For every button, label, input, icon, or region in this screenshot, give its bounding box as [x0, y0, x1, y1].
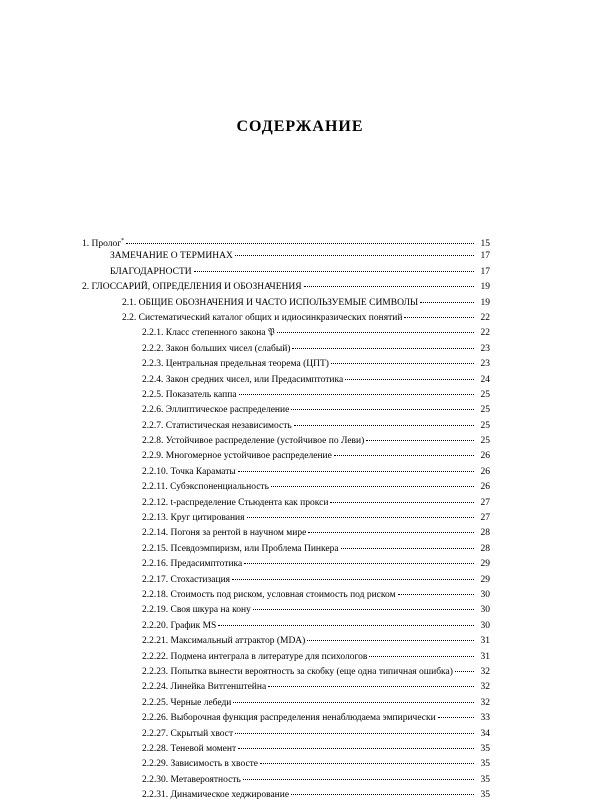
toc-entry-title: 2.2.4. Закон средних чисел, или Предасимптотика: [142, 374, 344, 385]
dot-leader: [404, 317, 474, 318]
toc-entry-page-number: 35: [480, 743, 490, 754]
toc-entry-page-number: 17: [480, 266, 490, 277]
toc-entry-page-number: 23: [480, 359, 490, 370]
dot-leader: [244, 563, 474, 564]
toc-entry[interactable]: [82, 403, 490, 418]
toc-entry-page-number: 29: [480, 559, 490, 570]
toc-entry[interactable]: [82, 465, 490, 480]
toc-entry-page-number: 28: [480, 543, 490, 554]
toc-entry-page-number: 22: [480, 328, 490, 339]
toc-entry-page-number: 26: [480, 451, 490, 462]
toc-entry-page-number: 32: [480, 697, 490, 708]
toc-entry[interactable]: [82, 788, 490, 803]
toc-entry-page-number: 27: [480, 497, 490, 508]
toc-entry-title: 1. Пролог*: [82, 238, 125, 250]
dot-leader: [291, 794, 474, 795]
dot-leader: [292, 348, 474, 349]
dot-leader: [277, 332, 474, 333]
dot-leader: [341, 548, 474, 549]
toc-entry-title: 2.2.24. Линейка Витгенштейна: [142, 682, 267, 693]
toc-entry[interactable]: [82, 434, 490, 449]
toc-entry[interactable]: [82, 727, 490, 742]
toc-entry[interactable]: [82, 650, 490, 665]
toc-entry-page-number: 19: [480, 282, 490, 293]
toc-entry[interactable]: [82, 757, 490, 772]
dot-leader: [238, 748, 474, 749]
toc-entry-title: 2.2.28. Теневой момент: [142, 743, 237, 754]
footnote-marker: *: [121, 238, 125, 244]
toc-entry-title: БЛАГОДАРНОСТИ: [110, 266, 192, 277]
toc-entry-title: 2.2.5. Показатель каппа: [142, 389, 237, 400]
dot-leader: [271, 486, 474, 487]
toc-entry-page-number: 25: [480, 420, 490, 431]
dot-leader: [291, 409, 474, 410]
dot-leader: [260, 763, 474, 764]
toc-entry-page-number: 30: [480, 589, 490, 600]
toc-entry-page-number: 24: [480, 374, 490, 385]
dot-leader: [366, 440, 474, 441]
toc-entry[interactable]: [82, 665, 490, 680]
toc-entry[interactable]: [82, 557, 490, 572]
toc-entry[interactable]: [82, 449, 490, 464]
toc-entry-title: 2.2.26. Выборочная функция распределения ненаблюдаема эмпирически: [142, 713, 436, 724]
toc-entry-page-number: 22: [480, 312, 490, 323]
toc-entry[interactable]: [82, 249, 490, 264]
toc-entry-title: 2.2.20. График MS: [142, 620, 217, 631]
dot-leader: [304, 286, 474, 287]
toc-entry-title: 2.2.6. Эллиптическое распределение: [142, 405, 290, 416]
toc-entry-title: 2.2.22. Подмена интеграла в литературе для психологов: [142, 651, 368, 662]
toc-entry-page-number: 17: [480, 251, 490, 262]
dot-leader: [345, 379, 474, 380]
page-title: СОДЕРЖАНИЕ: [236, 118, 364, 135]
toc-entry-title: 2.2.19. Своя шкура на кону: [142, 605, 251, 616]
toc-entry-page-number: 25: [480, 389, 490, 400]
toc-entry-page-number: 26: [480, 466, 490, 477]
toc-entry-page-number: 15: [480, 239, 490, 250]
toc-entry[interactable]: [82, 573, 490, 588]
toc-entry-title: 2.2.29. Зависимость в хвосте: [142, 759, 259, 770]
toc-entry-title: 2.2.11. Субэкспоненциальность: [142, 482, 269, 493]
toc-entry-page-number: 32: [480, 682, 490, 693]
toc-entry[interactable]: [82, 326, 490, 341]
toc-entry-title: 2.2.7. Статистическая независимость: [142, 420, 292, 431]
table-of-contents: [82, 234, 490, 803]
dot-leader: [268, 686, 474, 687]
toc-entry[interactable]: [82, 388, 490, 403]
dot-leader: [398, 594, 474, 595]
dot-leader: [308, 532, 474, 533]
toc-entry-title: 2.2.30. Метавероятность: [142, 774, 241, 785]
toc-entry-title: 2.2.12. t-распределение Стьюдента как прокси: [142, 497, 329, 508]
dot-leader: [334, 455, 474, 456]
toc-entry-page-number: 35: [480, 759, 490, 770]
toc-entry-page-number: 31: [480, 651, 490, 662]
dot-leader: [331, 363, 474, 364]
dot-leader: [307, 640, 474, 641]
toc-entry[interactable]: [82, 542, 490, 557]
toc-entry-title: 2.2.18. Стоимость под риском, условная стоимость под риском: [142, 589, 396, 600]
toc-entry-title: ЗАМЕЧАНИЕ О ТЕРМИНАХ: [110, 251, 233, 262]
toc-entry-page-number: 30: [480, 620, 490, 631]
toc-entry[interactable]: [82, 265, 490, 280]
dot-leader: [455, 671, 474, 672]
toc-entry-title: 2.2.1. Класс степенного закона 𝔓: [142, 328, 275, 339]
toc-entry-page-number: 34: [480, 728, 490, 739]
dot-leader: [218, 625, 474, 626]
toc-entry-page-number: 25: [480, 436, 490, 447]
dot-leader: [247, 517, 474, 518]
dot-leader: [330, 502, 474, 503]
toc-entry[interactable]: [82, 588, 490, 603]
toc-entry-title: 2.2.17. Стохастизация: [142, 574, 231, 585]
toc-entry[interactable]: [82, 296, 490, 311]
toc-entry[interactable]: [82, 603, 490, 618]
toc-entry-page-number: 28: [480, 528, 490, 539]
toc-entry-page-number: 33: [480, 713, 490, 724]
dot-leader: [233, 702, 474, 703]
toc-entry-title: 2.2.27. Скрытый хвост: [142, 728, 234, 739]
dot-leader: [194, 271, 474, 272]
toc-entry[interactable]: [82, 280, 490, 295]
toc-entry-title: 2.2.31. Динамическое хеджирование: [142, 790, 290, 801]
toc-entry-title: 2.2.10. Точка Караматы: [142, 466, 236, 477]
toc-entry-title: 2.2.16. Предасимптотика: [142, 559, 243, 570]
toc-entry-title: 2.2.3. Центральная предельная теорема (ЦПТ): [142, 359, 329, 370]
toc-entry-page-number: 31: [480, 636, 490, 647]
toc-entry[interactable]: [82, 619, 490, 634]
toc-entry-title: 2.2.9. Многомерное устойчивое распределение: [142, 451, 332, 462]
toc-entry-title: 2.2.15. Псевдоэмпиризм, или Проблема Пинкера: [142, 543, 339, 554]
dot-leader: [232, 579, 474, 580]
dot-leader: [239, 394, 474, 395]
toc-entry-page-number: 35: [480, 790, 490, 801]
dot-leader: [438, 717, 474, 718]
toc-entry-page-number: 25: [480, 405, 490, 416]
toc-entry[interactable]: [82, 696, 490, 711]
toc-entry-title: 2.1. ОБЩИЕ ОБОЗНАЧЕНИЯ И ЧАСТО ИСПОЛЬЗУЕМЫЕ СИМВОЛЫ: [122, 297, 419, 308]
dot-leader: [369, 656, 474, 657]
toc-entry-title: 2.2.2. Закон больших чисел (слабый): [142, 343, 291, 354]
toc-entry[interactable]: [82, 526, 490, 541]
toc-entry[interactable]: [82, 311, 490, 326]
toc-entry-page-number: 32: [480, 666, 490, 677]
toc-entry-page-number: 23: [480, 343, 490, 354]
dot-leader: [238, 471, 474, 472]
toc-entry[interactable]: [82, 711, 490, 726]
toc-entry-title: 2.2. Систематический каталог общих и идиосинкразических понятий: [122, 312, 403, 323]
toc-entry-page-number: 29: [480, 574, 490, 585]
dot-leader: [243, 779, 474, 780]
toc-entry-title: 2. ГЛОССАРИЙ, ОПРЕДЕЛЕНИЯ И ОБОЗНАЧЕНИЯ: [82, 282, 302, 293]
dot-leader: [235, 255, 474, 256]
dot-leader: [420, 302, 474, 303]
toc-entry[interactable]: [82, 680, 490, 695]
toc-entry[interactable]: [82, 496, 490, 511]
toc-entry[interactable]: [82, 419, 490, 434]
toc-entry-title: 2.2.8. Устойчивое распределение (устойчивое по Леви): [142, 436, 365, 447]
dot-leader: [294, 425, 474, 426]
toc-entry[interactable]: [82, 234, 490, 249]
toc-entry-page-number: 35: [480, 774, 490, 785]
toc-entry[interactable]: [82, 373, 490, 388]
toc-entry-page-number: 30: [480, 605, 490, 616]
toc-entry[interactable]: [82, 480, 490, 495]
toc-entry-title: 2.2.23. Попытка вынести вероятность за скобку (еще одна типичная ошибка): [142, 666, 453, 677]
toc-entry-title: 2.2.25. Черные лебеди: [142, 697, 232, 708]
toc-entry[interactable]: [82, 773, 490, 788]
toc-entry[interactable]: [82, 357, 490, 372]
dot-leader: [126, 243, 474, 244]
toc-entry-title: 2.2.21. Максимальный аттрактор (MDA): [142, 636, 306, 647]
toc-entry[interactable]: [82, 634, 490, 649]
toc-entry-title: 2.2.13. Круг цитирования: [142, 513, 245, 524]
toc-entry-page-number: 27: [480, 513, 490, 524]
toc-entry-title: 2.2.14. Погоня за рентой в научном мире: [142, 528, 307, 539]
toc-entry-page-number: 26: [480, 482, 490, 493]
dot-leader: [253, 609, 474, 610]
dot-leader: [235, 733, 474, 734]
toc-entry[interactable]: [82, 342, 490, 357]
toc-entry-page-number: 19: [480, 297, 490, 308]
toc-entry[interactable]: [82, 511, 490, 526]
